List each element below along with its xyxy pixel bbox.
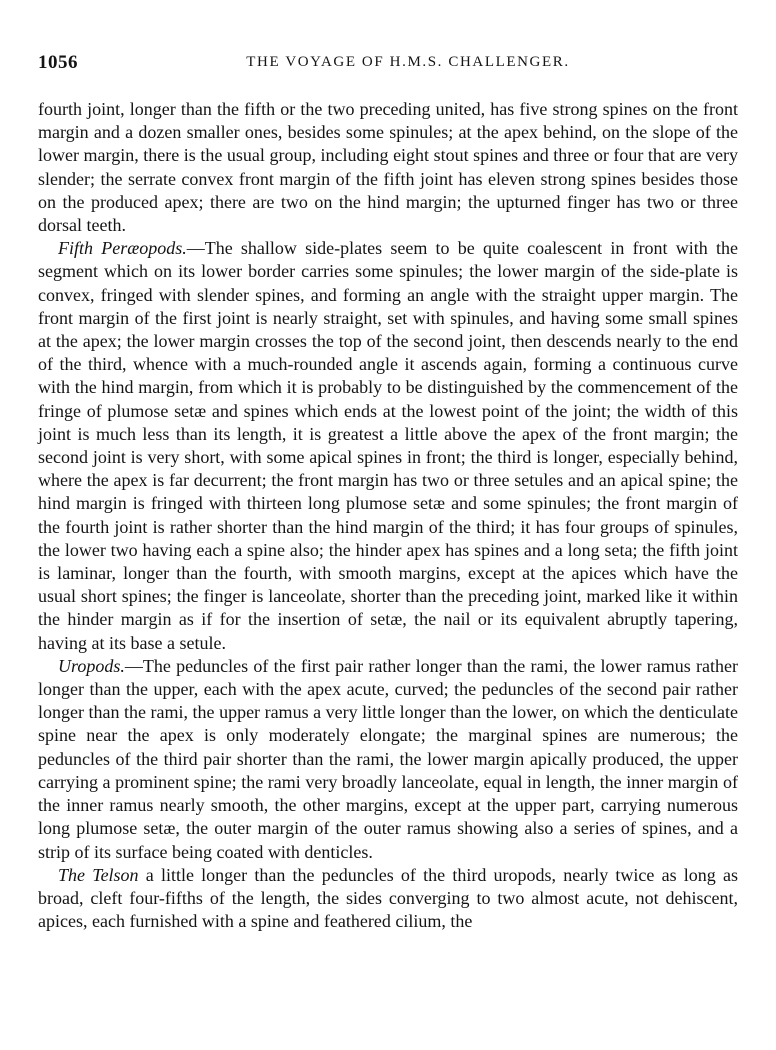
page-header (38, 52, 738, 76)
paragraph-continuation (38, 98, 738, 237)
paragraph-fifth-peraeopods (38, 237, 738, 655)
section-heading-telson: The Telson (58, 864, 139, 885)
section-heading-uropods: Uropods. (58, 655, 125, 676)
paragraph-text: —The shallow side-plates seem to be quite coalescent in front with the segment which on its lower border carries some spinules; the lower margin of the side-plate is convex, fringed with slender spines, and forming an angle with the straight upper margin. The front margin of the first joint is nearly straight, set with spinules, and having some small spines at the apex; the lower margin crosses the top of the second joint, then descends nearly to the end of the third, whence with a much-rounded angle it ascends again, forming a continuous curve with the hind margin, from which it is probably to be distinguished by the commencement of the fringe of plumose setæ and spines which ends at the lowest point of the joint; the width of this joint is much less than its length, it is greatest a little above the apex of the front margin; the second joint is very short, with some apical spines in front; the third is longer, especially behind, where the apex is far decurrent; the front margin has two or three setules and an apical spine; the hind margin is fringed with thirteen long plumose setæ and some spinules; the front margin of the fourth joint is rather shorter than the hind margin of the third; it has four groups of spinules, the lower two having each a spine also; the hinder apex has spines and a long seta; the fifth joint is laminar, longer than the fourth, with smooth margins, except at the apices which have the usual short spines; the finger is lanceolate, shorter than the preceding joint, marked like it within the hinder margin as if for the insertion of setæ, the nail or its equivalent abruptly tapering, having at its base a setule. (38, 238, 738, 653)
page (38, 52, 738, 933)
paragraph-telson (38, 864, 738, 934)
section-heading-fifth-peraeopods: Fifth Peræopods. (58, 238, 187, 259)
paragraph-text: —The peduncles of the first pair rather longer than the rami, the lower ramus rather longer than the upper, each with the apex acute, curved; the peduncles of the second pair rather longer than the rami, the upper ramus a very little longer than the lower, on which the denticulate spine near the apex is only moderately elongate; the marginal spines are numerous; the peduncles of the third pair shorter than the rami, the lower margin apically produced, the upper carrying a prominent spine; the rami very broadly lanceolate, equal in length, the inner margin of the inner ramus nearly smooth, the other margins, except at the upper part, carrying numerous long plumose setæ, the outer margin of the outer ramus showing also a series of spines, and a strip of its surface being coated with denticles. (38, 655, 738, 862)
running-title: THE VOYAGE OF H.M.S. CHALLENGER. (246, 54, 570, 70)
paragraph-text: fourth joint, longer than the fifth or the two preceding united, has five strong spines on the front margin and a dozen smaller ones, besides some spinules; at the apex behind, on the slope of the lower margin, there is the usual group, including eight stout spines and three or four that are very slender; the serrate convex front margin of the fifth joint has eleven strong spines besides those on the produced apex; there are two on the hind margin; the upturned finger has two or three dorsal teeth. (38, 99, 738, 236)
body-text (38, 98, 738, 933)
paragraph-text: a little longer than the peduncles of the third uropods, nearly twice as long as broad, cleft four-fifths of the length, the sides converging to two almost acute, not dehiscent, apices, each furnished with a spine and feathered cilium, the (38, 864, 738, 932)
paragraph-uropods (38, 655, 738, 864)
page-number: 1056 (38, 52, 78, 73)
